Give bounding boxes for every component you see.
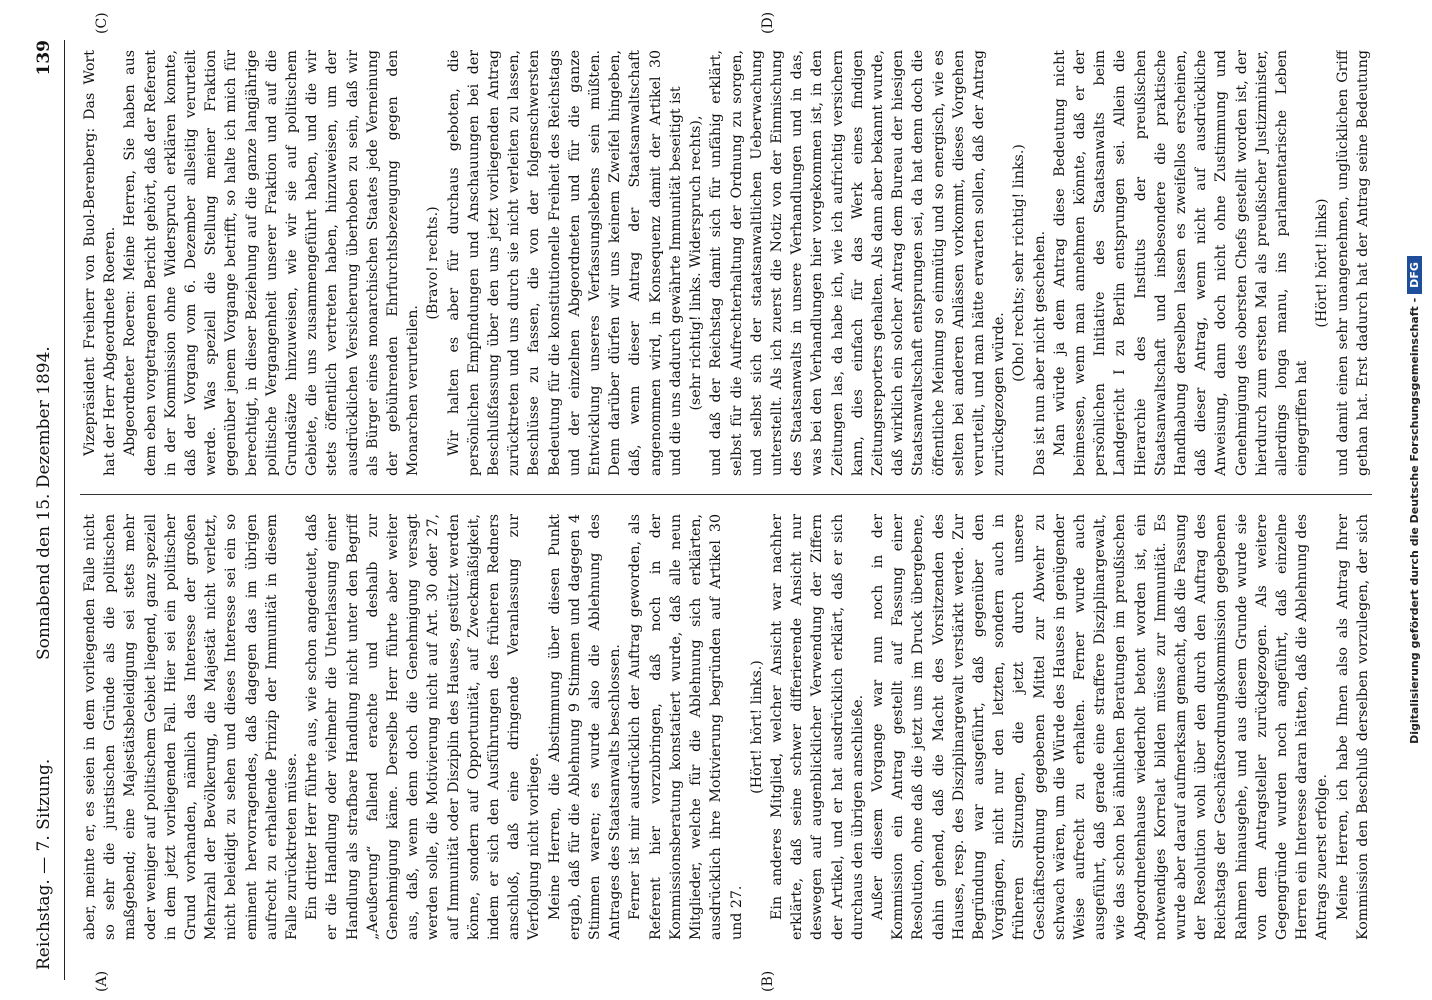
right-column (80, 50, 1372, 476)
remark: (Oho! rechts; sehr richtig! links.) (1011, 144, 1028, 382)
remark: (sehr richtig! links. Widerspruch rechts), (688, 115, 705, 411)
dfg-logo: DFG (1407, 256, 1422, 294)
remark: (Bravo! rechts.) (425, 206, 442, 320)
header-left: Reichstag. — 7. Sitzung. (34, 758, 54, 970)
remark: (Hört! hört! links) (1314, 198, 1331, 328)
marker-d: (D) (760, 11, 776, 34)
paragraph: Vizepräsident Freiherr von Buol-Berenberg: Das Wort hat der Herr Abgeordnete Roeren. (82, 50, 119, 476)
left-column (80, 514, 1372, 940)
paragraph: Meine Herren, die Abstimmung über diesen Punkt ergab, daß für die Ablehnung 9 Stimmen und dagegen 4 Stimmen waren; es wurde also die Ablehnung des Antrages des Staatsanwalts beschlossen. (546, 514, 624, 940)
paragraph: Man würde ja dem Antrag diese Bedeutung nicht beimessen, wenn man annehmen könnte, daß er der persönlichen Initiative des Staatsanwalts beim Landgericht I zu Berlin entsprungen sei. Allein die Hierarchie des Instituts der preußischen Staatsanwaltschaft und insbesondere die praktische Handhabung derselben lassen es zweifellos erscheinen, daß dieser Antrag, wenn nicht auf ausdrückliche Anweisung, dann doch nicht ohne Zustimmung und Genehmigung des obersten Chefs gestellt worden ist, der hierdurch zum ersten Mal als preußischer Justizminister, allerdings longa manu, ins parlamentarische Leben eingegriffen hat (1051, 50, 1311, 476)
header-center: Sonnabend den 15. Dezember 1894. (34, 346, 54, 660)
paragraph: Außer diesem Vorgange war nun noch in der Kommission ein Antrag gestellt auf Fassung einer Resolution, ohne daß die jetzt uns im Druck übergebene, dahin gehend, daß die Macht des Vorsitzenden des Hauses, resp. des Disziplinargewalt verstärkt werde. Zur Begründung war ausgeführt, daß gegenüber den Vorgängen, nicht nur den letzten, sondern auch in früheren Sitzungen, die jetzt durch unsere Geschäftsordnung gegebenen Mittel zur Abwehr zu schwach wären, um die Würde des Hauses in genügender Weise aufrecht zu erhalten. Ferner wurde auch ausgeführt, daß gerade eine straffere Disziplinargewalt, wie das schon bei ähnlichen Beratungen im preußischen Abgeordnetenhause wiederholt betont worden ist, ein notwendiges Korrelat bilden müsse zur Immunität. Es wurde aber darauf aufmerksam gemacht, daß die Fassung der Resolution wohl über den durch den Auftrag des Reichstags der Geschäftsordnungskommission gegebenen Rahmen hinausgehe, und aus diesem Grunde wurde sie von dem Antragsteller zurückgezogen. Als weitere Gegengründe wurden noch angeführt, daß einzelne Herren ein Interesse daran hätten, daß die Ablehnung des Antrags zuerst erfolge. (869, 514, 1331, 940)
running-header (30, 40, 65, 980)
paragraph: Das ist nun aber nicht geschehen. (1031, 230, 1048, 476)
paragraph: Ein anderes Mitglied, welcher Ansicht war nachher erklärte, daß seine schwer differierende Ansicht nur deswegen auf augenblicklicher Verwendung der Ziffern der Artikel, und er hat ausdrücklich erklärt, daß er sich durchaus den übrigen anschließe. (768, 514, 866, 940)
paragraph: aber, meinte er, es seien in dem vorliegenden Falle nicht so sehr die juristischen Gründe als die politischen maßgebend; eine Majestätsbeleidigung sei stets mehr oder weniger auf politischem Gebiet liegend, ganz speziell in dem jetzt vorliegenden Fall. Hier sei ein politischer Grund vorhanden, nämlich das Interesse der großen Mehrzahl der Bevölkerung, die Majestät nicht verletzt, nicht beleidigt zu sehen und dieses Interesse sei ein so eminent hervorragendes, daß dagegen das im übrigen aufrecht zu erhaltende Prinzip der Immunität in diesem Falle zurücktreten müsse. (82, 514, 301, 940)
remark: (Hört! hört! links.) (748, 660, 765, 794)
paragraph: Meine Herren, ich habe Ihnen also als Antrag Ihrer Kommission den Beschluß derselben vorzulegen, der sich (1334, 514, 1371, 940)
credit-text: Digitalisierung gefördert durch die Deutsche Forschungsgemeinschaft - (1408, 297, 1421, 744)
page-number: 139 (34, 40, 54, 76)
paragraph: Abgeordneter Roeren: Meine Herren, Sie haben aus dem eben vorgetragenen Bericht gehört, daß der Referent in der Kommission ohne Widerspruch erklären konnte, daß der Vorgang vom 6. Dezember allseitig verurteilt werde. Was speziell die Stellung meiner Fraktion gegenüber jenem Vorgange betrifft, so halte ich mich für berechtigt, in dieser Beziehung auf die ganze langjährige politische Vergangenheit unserer Fraktion und auf die Grundsätze hinzuweisen, wie wir sie auf politischem Gebiete, die uns zusammengeführt haben, und die wir stets öffentlich vertreten haben, hinzuweisen, um der ausdrücklichen Versicherung überhoben zu sein, daß wir als Bürger eines monarchischen Staates jede Verneinung der gebührenden Ehrfurchtsbezeugung gegen den Monarchen verurteilen. (122, 50, 422, 476)
digitization-credit (1407, 0, 1422, 1000)
marker-b: (B) (760, 970, 776, 992)
column-divider (80, 494, 1372, 495)
paragraph: und daß der Reichstag damit sich für unfähig erklärt, selbst für die Aufrechterhaltung der Ordnung zu sorgen, und selbst sich der staatsanwaltlichen Ueberwachung unterstellt. Als ich zuerst die Notiz von der Einmischung des Staatsanwalts in unsere Verhandlungen und in das, was bei den Verhandlungen hier vorgekommen ist, in den Zeitungen las, da habe ich, wie ich aufrichtig versichern kann, dies einfach für das Werk eines findigen Zeitungsreporters gehalten. Als dann aber bekannt wurde, daß wirklich ein solcher Antrag dem Bureau der hiesigen Staatsanwaltschaft entsprungen sei, da hat denn doch die öffentliche Meinung so einmütig und so energisch, wie es selten bei anderen Anlässen vorkommt, dieses Vorgehen verurteilt, und man hätte erwarten sollen, daß der Antrag zurückgezogen würde. (708, 50, 1008, 476)
paragraph: Ferner ist mir ausdrücklich der Auftrag geworden, als Referent hier vorzubringen, daß noch in der Kommissionsberatung konstatiert wurde, daß alle neun Mitglieder, welche für die Ablehnung sich erklärten, ausdrücklich ihre Motivierung begründen auf Artikel 30 und 27. (627, 514, 745, 940)
marker-a: (A) (94, 970, 110, 992)
paragraph: und damit einen sehr unangenehmen, unglücklichen Griff gethan hat. Erst dadurch hat der Antrag seine Bedeutung (1334, 50, 1371, 476)
paragraph: Ein dritter Herr führte aus, wie schon angedeutet, daß er die Handlung oder vielmehr die Unterlassung einer Handlung als strafbare Handlung nicht unter den Begriff „Aeußerung“ fallend erachte und deshalb zur Genehmigung käme. Derselbe Herr führte aber weiter aus, daß, wenn denn doch die Genehmigung versagt werden solle, die Motivierung nicht auf Art. 30 oder 27, auf Immunität oder Disziplin des Hauses, gestützt werden könne, sondern auf Opportunität, auf Zweckmäßigkeit, indem er sich den Ausführungen des früheren Redners anschloß, daß eine dringende Veranlassung zur Verfolgung nicht vorliege. (304, 514, 543, 940)
paragraph: Wir halten es aber für durchaus geboten, die persönlichen Empfindungen und Anschauungen bei der Beschlußfassung über den uns jetzt vorliegenden Antrag zurücktreten und uns durch sie nicht verleiten zu lassen, Beschlüsse zu fassen, die von der folgenschwersten Bedeutung für die konstitutionelle Freiheit des Reichstags und der einzelnen Abgeordneten und für die ganze Entwicklung unseres Verfassungslebens sein müßten. Denn darüber dürfen wir uns keinem Zweifel hingeben, daß, wenn dieser Antrag der Staatsanwaltschaft angenommen wird, in Konsequenz damit der Artikel 30 und die uns dadurch gewährte Immunität beseitigt ist (445, 50, 684, 476)
marker-c: (C) (94, 12, 110, 34)
